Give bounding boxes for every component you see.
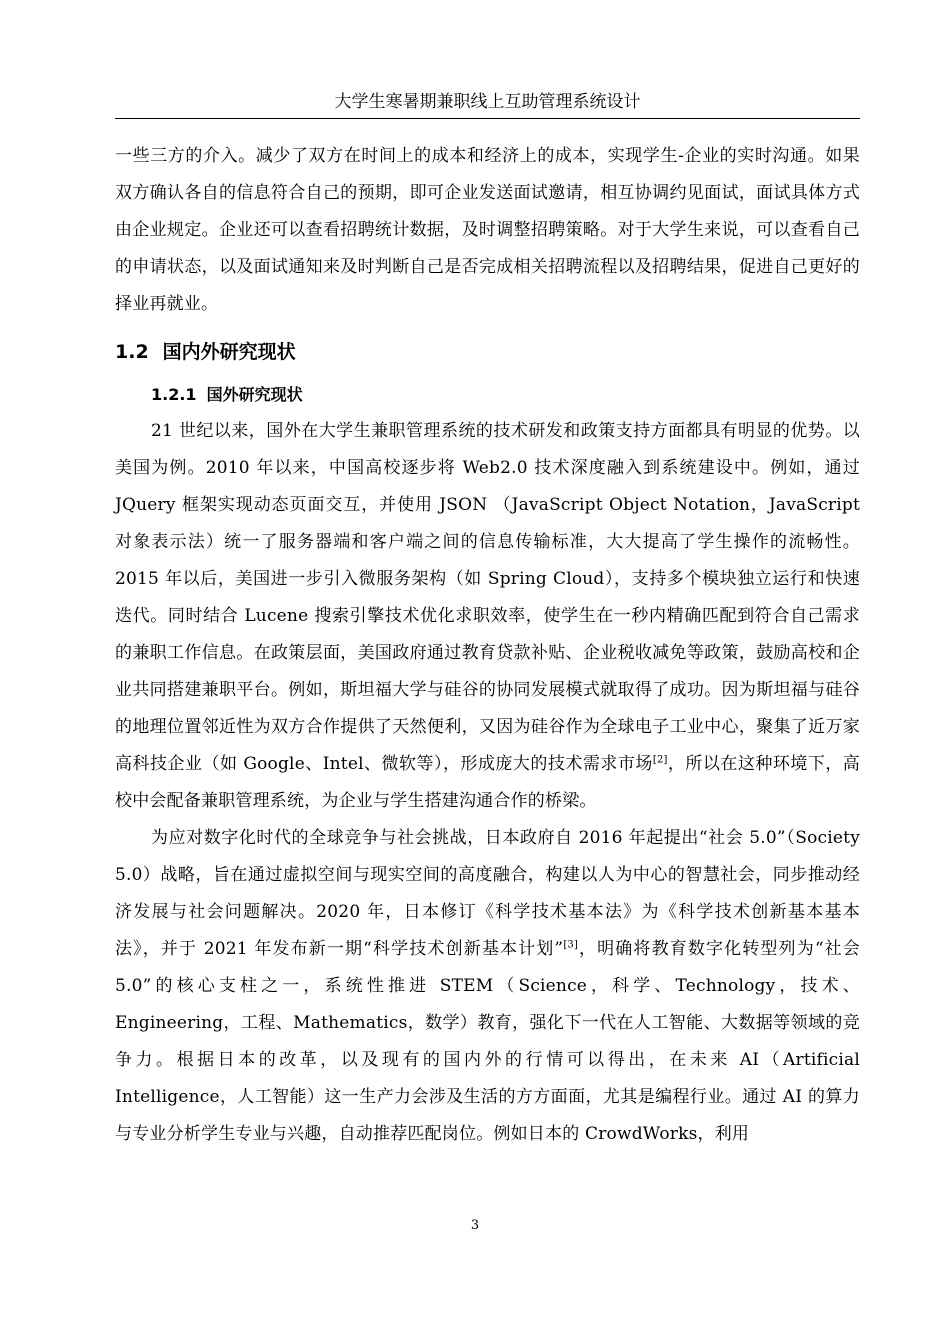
page-number: 3 [470, 1218, 480, 1233]
paragraph-japan [115, 820, 860, 1153]
section-number: 1.2 [115, 341, 149, 363]
intro-paragraph: 一些三方的介入。减少了双方在时间上的成本和经济上的成本，实现学生-企业的实时沟通。如果双方确认各自的信息符合自己的预期，即可企业发送面试邀请，相互协调约见面试，面试具体方式由企业规定。企业还可以查看招聘统计数据，及时调整招聘策略。对于大学生来说，可以查看自己的申请状态，以及面试通知来及时判断自己是否完成相关招聘流程以及招聘结果，促进自己更好的择业再就业。 [115, 146, 860, 314]
paragraph-usa-text-b: ，所以在这种环境下，高校中会配备兼职管理系统，为企业与学生搭建沟通合作的桥梁。 [115, 754, 860, 811]
header-rule [115, 118, 860, 119]
section-heading [115, 323, 860, 377]
paragraph-japan-text-a: 为应对数字化时代的全球竞争与社会挑战，日本政府自 2016 年起提出“社会 5.0”（Society 5.0）战略，旨在通过虚拟空间与现实空间的高度融合，构建以人为中心的智慧社会，同步推动经济发展与社会问题解决。2020 年，日本修订《科学技术基本法》为《科学技术创新基本基本法》，并于 2021 年发布新一期“科学技术创新基本计划” [115, 828, 860, 959]
citation-3: [3] [563, 939, 579, 951]
subsection-number: 1.2.1 [151, 385, 197, 404]
body-text [115, 138, 860, 1153]
paragraph-japan-text-b: ，明确将教育数字化转型列为“社会 5.0”的核心支柱之一，系统性推进 STEM（Science，科学、Technology，技术、Engineering，工程、Mathematics，数学）教育，强化下一代在人工智能、大数据等领域的竞争力。根据日本的改革，以及现有的国内外的行情可以得出，在未来 AI（Artificial Intelligence，人工智能）这一生产力会涉及生活的方方面面，尤其是编程行业。通过 AI 的算力与专业分析学生专业与兴趣，自动推荐匹配岗位。例如日本的 CrowdWorks，利用 [115, 939, 860, 1144]
paragraph-usa-text-a: 21 世纪以来，国外在大学生兼职管理系统的技术研发和政策支持方面都具有明显的优势。以美国为例。2010 年以来，中国高校逐步将 Web2.0 技术深度融入到系统建设中。例如，通过 JQuery 框架实现动态页面交互，并使用 JSON （JavaScript Object Notation，JavaScript 对象表示法）统一了服务器端和客户端之间的信息传输标准，大大提高了学生操作的流畅性。2015 年以后，美国进一步引入微服务架构（如 Spring Cloud），支持多个模块独立运行和快速迭代。同时结合 Lucene 搜索引擎技术优化求职效率，使学生在一秒内精确匹配到符合自己需求的兼职工作信息。在政策层面，美国政府通过教育贷款补贴、企业税收减免等政策，鼓励高校和企业共同搭建兼职平台。例如，斯坦福大学与硅谷的协同发展模式就取得了成功。因为斯坦福与硅谷的地理位置邻近性为双方合作提供了天然便利，又因为硅谷作为全球电子工业中心，聚集了近万家高科技企业（如 Google、Intel、微软等），形成庞大的技术需求市场 [115, 421, 860, 774]
citation-2: [2] [652, 754, 668, 766]
subsection-title: 国外研究现状 [206, 385, 303, 404]
section-title: 国内外研究现状 [162, 341, 296, 363]
running-header: 大学生寒暑期兼职线上互助管理系统设计 [334, 92, 641, 112]
subsection-heading [115, 377, 860, 413]
paragraph-usa [115, 413, 860, 820]
